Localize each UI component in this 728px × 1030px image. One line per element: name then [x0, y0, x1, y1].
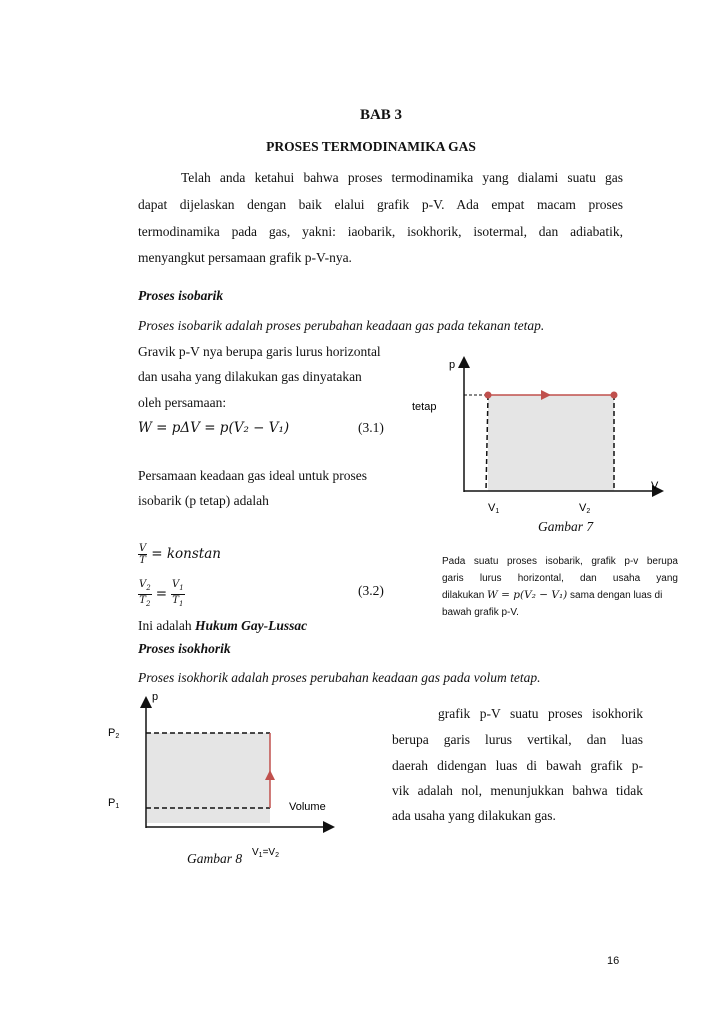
isokhorik-body-3: daerah didengan luas di bawah grafik p-	[392, 758, 643, 773]
page-number: 16	[607, 955, 620, 967]
p1-label: P1	[108, 797, 120, 810]
isokhorik-body-2: berupa garis lurus vertikal, dan luas	[392, 732, 643, 747]
hukum-line: Ini adalah Hukum Gay-Lussac	[138, 618, 308, 633]
x-axis-label: V	[651, 480, 659, 492]
isobarik-body-3: oleh persamaan:	[138, 395, 227, 410]
x-axis-label: Volume	[289, 801, 326, 813]
work-area	[488, 395, 614, 491]
figure-caption-7: Gambar 7	[538, 519, 594, 534]
p2-label: P2	[108, 727, 120, 740]
equation-number-3-1: (3.1)	[358, 420, 384, 435]
y-axis-label: p	[152, 691, 159, 703]
y-axis-label: p	[449, 359, 456, 371]
caption-7-line-1: Pada suatu proses isobarik, grafik p-v berupa	[442, 556, 678, 567]
caption-7-line-4: bawah grafik p-V.	[442, 607, 519, 618]
isokhorik-body-4: vik adalah nol, menunjukkan bahwa tidak	[392, 783, 643, 798]
tetap-label: tetap	[412, 401, 437, 413]
intro-line-3: termodinamika pada gas, yakni: iaobarik, isokhorik, isotermal, dan adiabatik,	[138, 224, 623, 239]
intro-line-1: Telah anda ketahui bahwa proses termodinamika yang dialami suatu gas	[181, 170, 623, 185]
isokhorik-body-5: ada usaha yang dilakukan gas.	[392, 808, 556, 823]
isobarik-body-1: Gravik p-V nya berupa garis lurus horizontal	[138, 344, 381, 359]
isokhorik-definition: Proses isokhorik adalah proses perubahan keadaan gas pada volum tetap.	[138, 670, 541, 685]
v1-label: V1	[488, 502, 500, 515]
point-1	[485, 392, 492, 399]
v1-eq-v2-label: $V_1=V_2$	[252, 847, 279, 859]
equation-3-2: $\frac{V_2}{T_2}$ = $\frac{V_1}{T_1}$	[139, 579, 184, 608]
intro-line-2: dapat dijelaskan dengan baik elalui grafik p-V. Ada empat macam proses	[138, 197, 623, 212]
caption-7-line-3: dilakukan W = p(V₂ − V₁) sama dengan luas di	[442, 589, 663, 601]
page-title: PROSES TERMODINAMIKA GAS	[266, 139, 476, 154]
isobarik-definition: Proses isobarik adalah proses perubahan keadaan gas pada tekanan tetap.	[138, 318, 545, 333]
isobarik-body-2: dan usaha yang dilakukan gas dinyatakan	[138, 369, 362, 384]
isochoric-graph	[104, 688, 340, 868]
intro-line-4: menyangkut persamaan grafik p-V-nya.	[138, 250, 352, 265]
point-2	[611, 392, 618, 399]
isobarik-heading: Proses isobarik	[138, 288, 224, 303]
isokhorik-body-1: grafik p-V suatu proses isokhorik	[438, 706, 643, 721]
equation-v-over-t: $\frac{V}{T}$ = konstan	[139, 543, 221, 566]
isobaric-graph	[400, 352, 675, 522]
v2-label: V2	[579, 502, 591, 515]
gas-ideal-line-1: Persamaan keadaan gas ideal untuk proses	[138, 468, 368, 483]
equation-3-1: W = pΔV = p(V₂ − V₁)	[138, 420, 290, 436]
chapter-heading: BAB 3	[359, 107, 403, 123]
isokhorik-heading: Proses isokhorik	[138, 641, 231, 656]
v1-guide	[486, 395, 488, 491]
caption-7-line-2: garis lurus horizontal, dan usaha yang	[442, 573, 678, 584]
equation-number-3-2: (3.2)	[358, 583, 384, 598]
area-under	[147, 733, 270, 823]
gas-ideal-line-2: isobarik (p tetap) adalah	[138, 493, 269, 508]
figure-caption-8: Gambar 8	[187, 851, 243, 866]
